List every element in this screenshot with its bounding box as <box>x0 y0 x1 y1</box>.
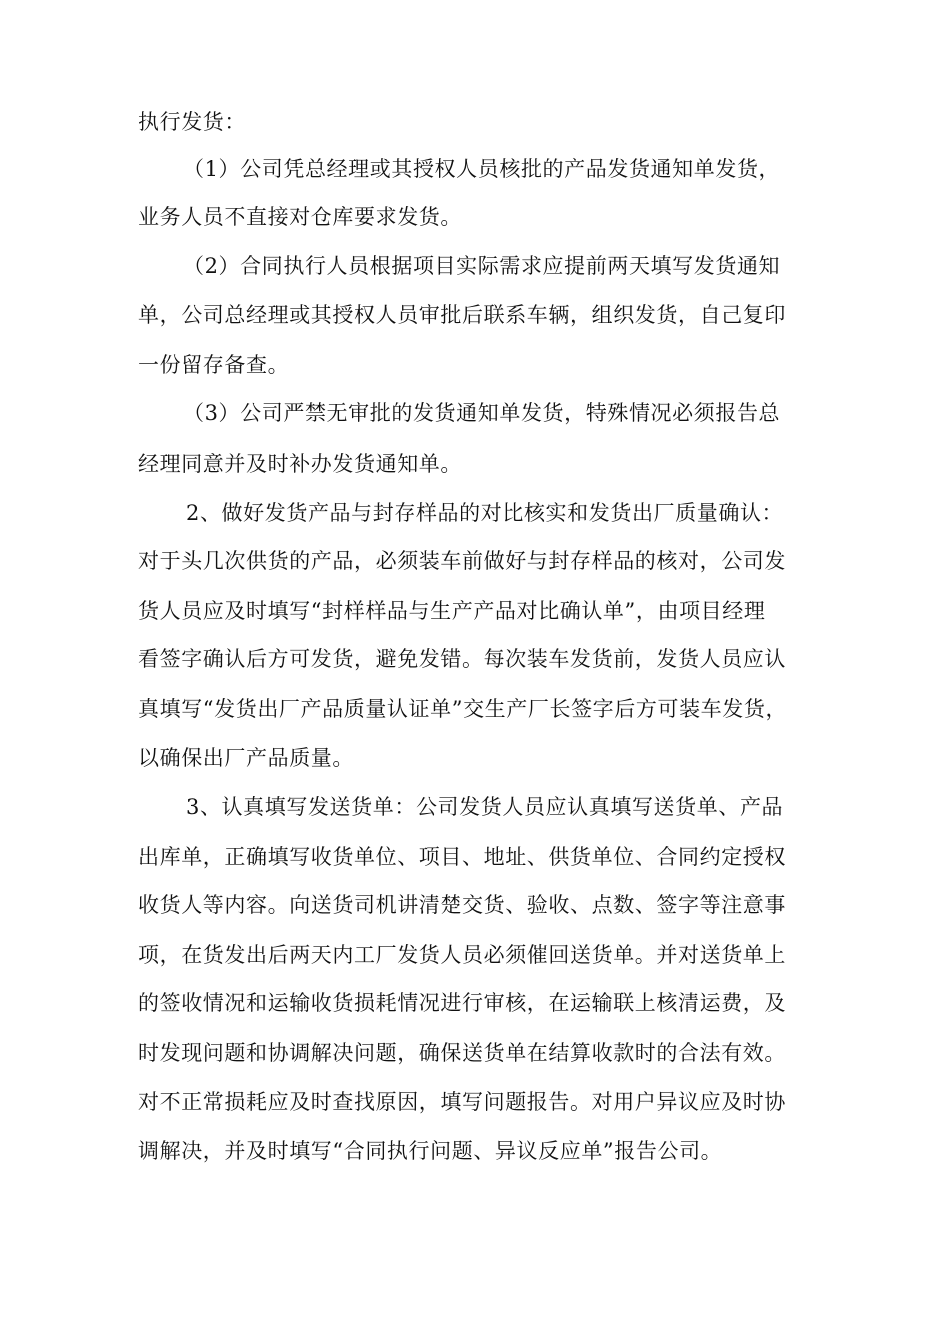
text-line: 经理同意并及时补办发货通知单。 <box>138 452 462 476</box>
text-line: 对不正常损耗应及时查找原因，填写问题报告。对用户异议应及时协 <box>138 1090 786 1114</box>
text-line: 的签收情况和运输收货损耗情况进行审核，在运输联上核清运费，及 <box>138 991 786 1015</box>
text-line: 时发现问题和协调解决问题，确保送货单在结算收款时的合法有效。 <box>138 1041 786 1065</box>
text-line: （2）合同执行人员根据项目实际需求应提前两天填写发货通知 <box>183 254 781 278</box>
text-line: 真填写“发货出厂产品质量认证单”交生产厂长签字后方可装车发货， <box>138 697 788 721</box>
text-line: 调解决，并及时填写“合同执行问题、异议反应单”报告公司。 <box>138 1139 723 1163</box>
text-line: 执行发货： <box>138 110 246 134</box>
text-line: 货人员应及时填写“封样样品与生产产品对比确认单”，由项目经理 <box>138 599 766 623</box>
text-line: 单，公司总经理或其授权人员审批后联系车辆，组织发货，自己复印 <box>138 303 786 327</box>
text-line: 项，在货发出后两天内工厂发货人员必须催回送货单。并对送货单上 <box>138 943 786 967</box>
text-line: （3）公司严禁无审批的发货通知单发货，特殊情况必须报告总 <box>183 401 781 425</box>
text-line: 对于头几次供货的产品，必须装车前做好与封存样品的核对，公司发 <box>138 549 786 573</box>
text-line: 出库单，正确填写收货单位、项目、地址、供货单位、合同约定授权 <box>138 845 786 869</box>
text-line: （1）公司凭总经理或其授权人员核批的产品发货通知单发货， <box>183 157 781 181</box>
text-line: 看签字确认后方可发货，避免发错。每次装车发货前，发货人员应认 <box>138 647 786 671</box>
text-line: 2、做好发货产品与封存样品的对比核实和发货出厂质量确认： <box>186 501 784 525</box>
text-line: 以确保出厂产品质量。 <box>138 746 354 770</box>
text-line: 一份留存备查。 <box>138 353 290 377</box>
text-line: 收货人等内容。向送货司机讲清楚交货、验收、点数、签字等注意事 <box>138 893 786 917</box>
text-line: 业务人员不直接对仓库要求发货。 <box>138 205 462 229</box>
text-line: 3、认真填写发送货单：公司发货人员应认真填写送货单、产品 <box>186 795 784 819</box>
